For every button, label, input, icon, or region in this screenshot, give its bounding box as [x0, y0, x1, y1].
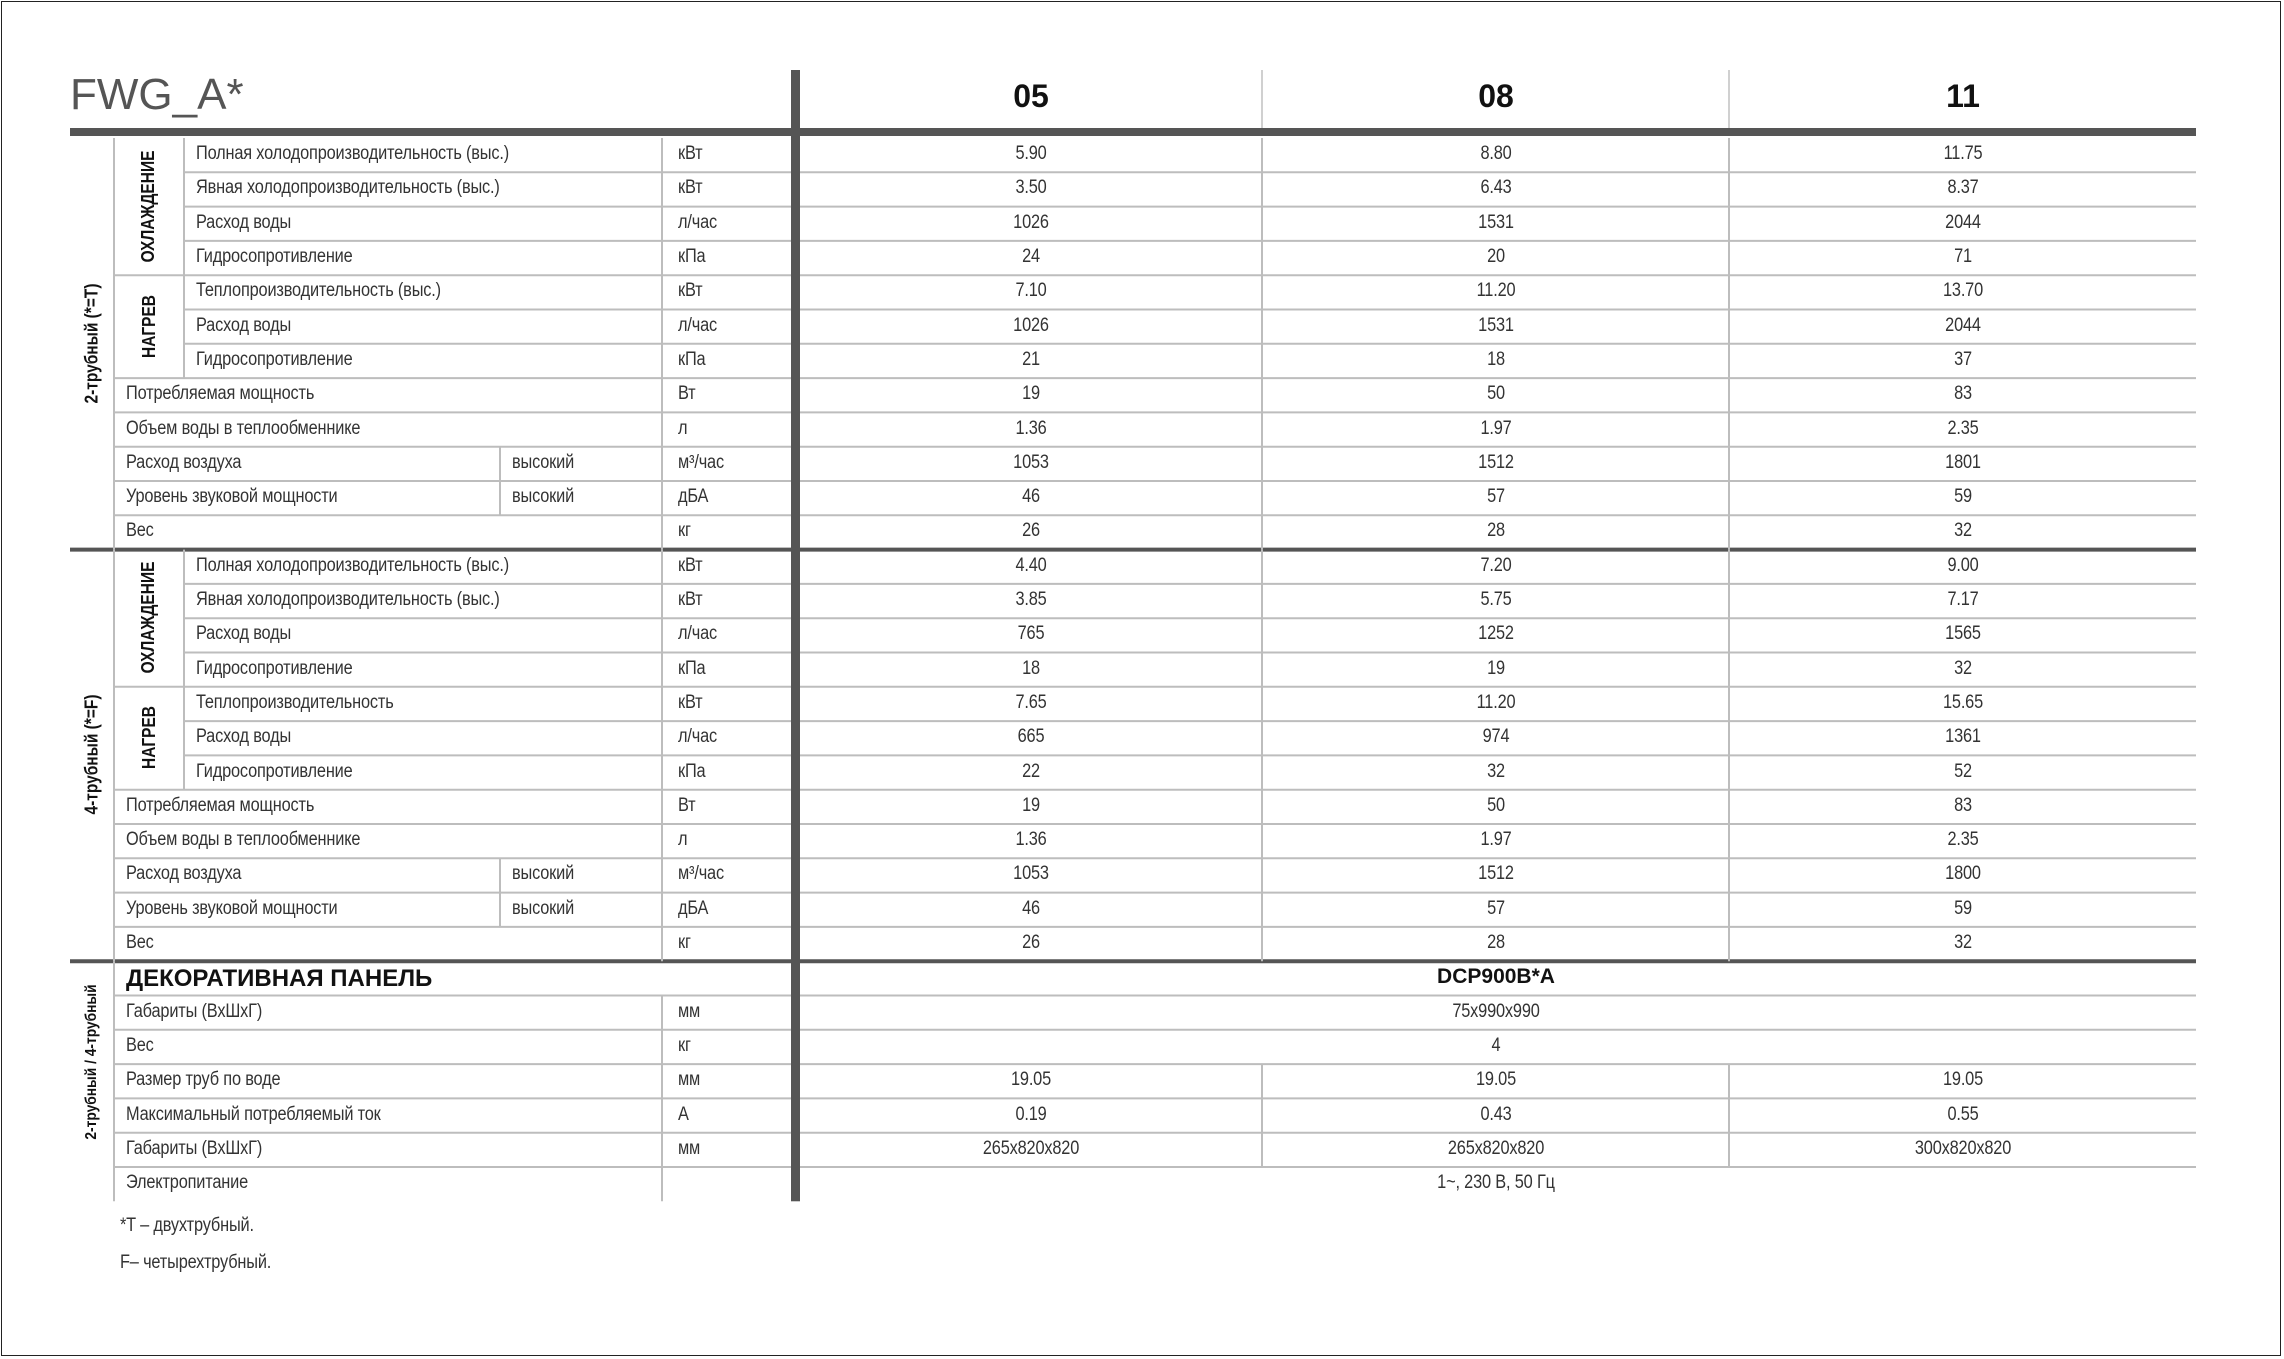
- row-value: 0.19: [1015, 1103, 1047, 1125]
- row-value: 7.10: [1015, 280, 1047, 302]
- row-value: 1053: [1013, 451, 1049, 473]
- row-value: 8.80: [1480, 143, 1512, 165]
- row-value: 1565: [1945, 623, 1981, 645]
- group-label: НАГРЕВ: [138, 706, 159, 770]
- model-header-05: 05: [1013, 78, 1049, 114]
- row-value: 19: [1487, 657, 1505, 679]
- row-label: Расход воздуха: [126, 863, 242, 885]
- row-unit: л/час: [678, 623, 717, 645]
- row-unit: кПа: [678, 246, 706, 268]
- row-unit: кВт: [678, 177, 703, 199]
- row-unit: кВт: [678, 691, 703, 713]
- row-label: Размер труб по воде: [126, 1069, 281, 1091]
- row-value: 59: [1954, 486, 1972, 508]
- row-value: 1512: [1478, 863, 1514, 885]
- row-value: 83: [1954, 383, 1972, 405]
- row-value: 59: [1954, 897, 1972, 919]
- row-label: Явная холодопроизводительность (выс.): [196, 177, 500, 199]
- row-value: 28: [1487, 932, 1505, 954]
- row-unit: л: [678, 417, 688, 439]
- row-value: 18: [1487, 348, 1505, 370]
- row-value: 2044: [1945, 314, 1981, 336]
- row-value: 15.65: [1942, 691, 1984, 713]
- row-unit: Вт: [678, 794, 696, 816]
- row-value: 6.43: [1480, 177, 1512, 199]
- row-value: 1026: [1013, 314, 1049, 336]
- row-unit: дБА: [678, 897, 709, 919]
- row-label: Теплопроизводительность: [196, 691, 394, 713]
- row-value: 1361: [1945, 726, 1981, 748]
- row-value: 19.05: [1942, 1069, 1984, 1091]
- model-header-11: 11: [1946, 78, 1980, 114]
- row-label: Вес: [126, 932, 154, 954]
- row-value: 5.75: [1480, 589, 1512, 611]
- row-value: 2044: [1945, 211, 1981, 233]
- panel-section-label: 2-трубный / 4-трубный: [83, 984, 101, 1140]
- row-label: Расход воды: [196, 211, 292, 233]
- row-value: 1.97: [1480, 829, 1512, 851]
- row-value: 50: [1487, 794, 1505, 816]
- row-value: 18: [1022, 657, 1040, 679]
- row-value: 1.36: [1015, 417, 1047, 439]
- row-label: Расход воды: [196, 314, 292, 336]
- row-unit: кг: [678, 520, 691, 542]
- row-value: 2.35: [1947, 417, 1979, 439]
- row-unit: л/час: [678, 314, 717, 336]
- row-unit: кВт: [678, 554, 703, 576]
- row-label: Уровень звуковой мощности: [126, 486, 338, 508]
- row-unit: А: [678, 1103, 689, 1125]
- row-value: 1531: [1478, 314, 1514, 336]
- row-unit: Вт: [678, 383, 696, 405]
- row-label: Вес: [126, 520, 154, 542]
- row-value-span: 75x990x990: [1452, 1000, 1540, 1022]
- row-unit: кВт: [678, 589, 703, 611]
- row-value: 83: [1954, 794, 1972, 816]
- row-label: Гидросопротивление: [196, 348, 353, 370]
- row-label: Электропитание: [126, 1172, 249, 1194]
- row-label: Потребляемая мощность: [126, 383, 315, 405]
- row-unit: кПа: [678, 657, 706, 679]
- thick-column-divider: [791, 70, 800, 1201]
- row-unit: кПа: [678, 348, 706, 370]
- row-value: 24: [1022, 246, 1040, 268]
- row-value: 2.35: [1947, 829, 1979, 851]
- row-value: 19: [1022, 794, 1040, 816]
- row-value: 9.00: [1947, 554, 1979, 576]
- group-label: ОХЛАЖДЕНИЕ: [138, 561, 159, 674]
- row-mode: высокий: [512, 451, 575, 473]
- row-unit: дБА: [678, 486, 709, 508]
- row-value: 265x820x820: [1447, 1137, 1545, 1159]
- row-value: 71: [1954, 246, 1972, 268]
- row-label: Гидросопротивление: [196, 657, 353, 679]
- row-value: 1.97: [1480, 417, 1512, 439]
- row-value: 665: [1017, 726, 1045, 748]
- row-value: 7.65: [1015, 691, 1047, 713]
- row-value: 21: [1022, 348, 1040, 370]
- row-value: 0.43: [1480, 1103, 1512, 1125]
- row-value: 26: [1022, 932, 1040, 954]
- row-unit: кг: [678, 1034, 691, 1056]
- section-label: 4-трубный (*=F): [81, 694, 102, 815]
- row-unit: л/час: [678, 726, 717, 748]
- row-value: 1512: [1478, 451, 1514, 473]
- row-value: 20: [1487, 246, 1505, 268]
- footnote: *T – двухтрубный.: [120, 1215, 254, 1237]
- row-value: 8.37: [1947, 177, 1979, 199]
- row-unit: кВт: [678, 143, 703, 165]
- row-label: Теплопроизводительность (выс.): [196, 280, 441, 302]
- row-value: 765: [1017, 623, 1045, 645]
- row-label: Уровень звуковой мощности: [126, 897, 338, 919]
- footnote: F– четырехтрубный.: [120, 1252, 272, 1274]
- row-value: 11.20: [1476, 691, 1516, 713]
- row-value: 3.50: [1015, 177, 1047, 199]
- row-value: 32: [1487, 760, 1505, 782]
- row-value: 1801: [1945, 451, 1981, 473]
- row-value: 19: [1022, 383, 1040, 405]
- row-value: 1252: [1478, 623, 1514, 645]
- row-unit: м³/час: [678, 451, 724, 473]
- row-value: 37: [1954, 348, 1972, 370]
- panel-model: DCP900B*A: [1437, 965, 1555, 989]
- row-value: 32: [1954, 657, 1972, 679]
- row-value: 7.17: [1947, 589, 1979, 611]
- row-value: 19.05: [1475, 1069, 1517, 1091]
- row-value-span: 4: [1491, 1034, 1501, 1056]
- row-label: Гидросопротивление: [196, 246, 353, 268]
- row-mode: высокий: [512, 486, 575, 508]
- row-label: Максимальный потребляемый ток: [126, 1103, 381, 1125]
- row-value: 57: [1487, 486, 1505, 508]
- row-value: 50: [1487, 383, 1505, 405]
- row-value: 57: [1487, 897, 1505, 919]
- row-value: 265x820x820: [982, 1137, 1080, 1159]
- row-label: Габариты (ВхШхГ): [126, 1000, 263, 1022]
- header-rule: [70, 128, 2196, 136]
- row-unit: мм: [678, 1000, 701, 1022]
- row-mode: высокий: [512, 897, 575, 919]
- row-label: Расход воздуха: [126, 451, 242, 473]
- row-unit: кПа: [678, 760, 706, 782]
- row-value: 32: [1954, 932, 1972, 954]
- row-value: 974: [1482, 726, 1510, 748]
- row-value: 1053: [1013, 863, 1049, 885]
- row-label: Расход воды: [196, 623, 292, 645]
- row-value: 19.05: [1010, 1069, 1052, 1091]
- row-value: 1800: [1945, 863, 1981, 885]
- row-value: 7.20: [1480, 554, 1512, 576]
- row-value: 28: [1487, 520, 1505, 542]
- row-value: 13.70: [1942, 280, 1984, 302]
- row-value: 22: [1022, 760, 1040, 782]
- row-label: Потребляемая мощность: [126, 794, 315, 816]
- row-value: 300x820x820: [1914, 1137, 2012, 1159]
- row-label: Полная холодопроизводительность (выс.): [196, 143, 510, 165]
- section-label: 2-трубный (*=T): [81, 283, 102, 404]
- row-unit: мм: [678, 1069, 701, 1091]
- row-label: Гидросопротивление: [196, 760, 353, 782]
- row-value: 26: [1022, 520, 1040, 542]
- row-unit: л: [678, 829, 688, 851]
- group-label: НАГРЕВ: [138, 294, 159, 358]
- row-value: 1.36: [1015, 829, 1047, 851]
- table-title: FWG_A*: [70, 70, 244, 119]
- row-value: 11.75: [1943, 143, 1983, 165]
- group-label: ОХЛАЖДЕНИЕ: [138, 150, 159, 262]
- row-value: 46: [1022, 486, 1040, 508]
- row-value: 1026: [1013, 211, 1049, 233]
- row-label: Полная холодопроизводительность (выс.): [196, 554, 510, 576]
- row-value-span: 1~, 230 В, 50 Гц: [1437, 1172, 1555, 1194]
- row-label: Вес: [126, 1034, 154, 1056]
- row-label: Расход воды: [196, 726, 292, 748]
- row-label: Габариты (ВхШхГ): [126, 1137, 263, 1159]
- row-value: 3.85: [1015, 589, 1047, 611]
- row-unit: м³/час: [678, 863, 724, 885]
- row-unit: кВт: [678, 280, 703, 302]
- row-unit: л/час: [678, 211, 717, 233]
- row-value: 0.55: [1947, 1103, 1979, 1125]
- row-label: Объем воды в теплообменнике: [126, 829, 361, 851]
- row-value: 11.20: [1476, 280, 1516, 302]
- row-value: 46: [1022, 897, 1040, 919]
- row-unit: кг: [678, 932, 691, 954]
- row-value: 4.40: [1015, 554, 1047, 576]
- row-mode: высокий: [512, 863, 575, 885]
- panel-title: ДЕКОРАТИВНАЯ ПАНЕЛЬ: [126, 965, 433, 993]
- row-label: Явная холодопроизводительность (выс.): [196, 589, 500, 611]
- row-unit: мм: [678, 1137, 701, 1159]
- row-label: Объем воды в теплообменнике: [126, 417, 361, 439]
- row-value: 1531: [1478, 211, 1514, 233]
- model-header-08: 08: [1478, 78, 1514, 114]
- row-value: 52: [1954, 760, 1972, 782]
- row-value: 5.90: [1015, 143, 1047, 165]
- row-value: 32: [1954, 520, 1972, 542]
